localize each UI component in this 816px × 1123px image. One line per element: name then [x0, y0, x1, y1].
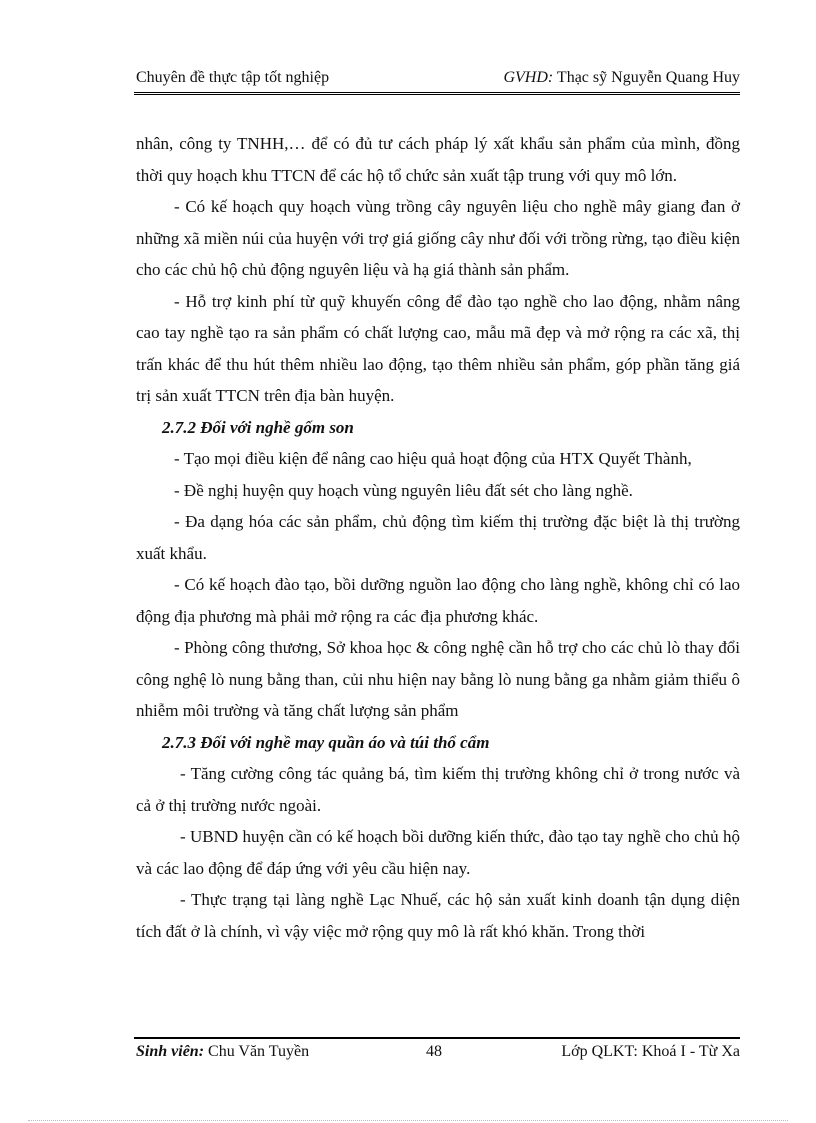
- paragraph-4: - Tạo mọi điều kiện để nâng cao hiệu quả hoạt động của HTX Quyết Thành,: [174, 449, 692, 468]
- page-header: [136, 69, 740, 87]
- page-footer: [136, 1043, 740, 1061]
- paragraph-1: nhân, công ty TNHH,… để có đủ tư cách pháp lý xất khẩu sản phẩm của mình, đồng thời quy hoạch khu TTCN để các hộ tổ chức sản xuất tập trung với quy mô lớn.: [136, 134, 740, 185]
- paragraph-2: - Có kế hoạch quy hoạch vùng trồng cây nguyên liệu cho nghề mây giang đan ở những xã miền núi của huyện với trợ giá giống cây như đối với trồng rừng, tạo điều kiện cho các chủ hộ chủ động nguyên liệu và hạ giá thành sản phẩm.: [136, 197, 740, 279]
- footer-rule: [134, 1037, 740, 1039]
- footer-student-name: Chu Văn Tuyền: [204, 1043, 310, 1060]
- paragraph-5: - Đề nghị huyện quy hoạch vùng nguyên liêu đất sét cho làng nghề.: [174, 480, 633, 500]
- footer-class: Lớp QLKT: Khoá I - Từ Xa: [561, 1043, 740, 1060]
- paragraph-3: - Hỗ trợ kinh phí từ quỹ khuyến công để đào tạo nghề cho lao động, nhằm nâng cao tay nghề tạo ra sản phẩm có chất lượng cao, mẫu mã đẹp và mở rộng ra các xã, thị trấn khác để thu hút thêm nhiều lao động, tạo thêm nhiều sản phẩm, góp phần tăng giá trị sản xuất TTCN trên địa bàn huyện.: [136, 291, 740, 405]
- header-rule: [134, 92, 740, 95]
- header-supervisor: [503, 69, 740, 87]
- footer-student: [136, 1043, 426, 1061]
- header-title: Chuyên đề thực tập tốt nghiệp: [136, 69, 330, 86]
- footer-student-label: Sinh viên:: [136, 1043, 205, 1060]
- paragraph-6: - Đa dạng hóa các sản phẩm, chủ động tìm kiếm thị trường đặc biệt là thị trường xuất khẩu.: [136, 512, 740, 563]
- paragraph-11: - Thực trạng tại làng nghề Lạc Nhuế, các hộ sản xuất kinh doanh tận dụng diện tích đất ở là chính, vì vậy việc mở rộng quy mô là rất khó khăn. Trong thời: [136, 890, 740, 941]
- header-supervisor-label: GVHD:: [503, 69, 554, 86]
- section-heading-2-7-3: 2.7.3 Đối với nghề may quần áo và túi thổ cẩm: [162, 732, 490, 752]
- paragraph-7: - Có kế hoạch đào tạo, bồi dưỡng nguồn lao động cho làng nghề, không chỉ có lao động địa phương mà phải mở rộng ra các địa phương khác.: [136, 575, 740, 626]
- paragraph-8: - Phòng công thương, Sở khoa học & công nghệ cần hỗ trợ cho các chủ lò thay đổi công nghệ lò nung bằng than, củi nhu hiện nay bằng lò nung bằng ga nhằm giảm thiểu ô nhiễm môi trường và tăng chất lượng sản phẩm: [136, 638, 740, 720]
- paragraph-10: - UBND huyện cần có kế hoạch bồi dưỡng kiến thức, đào tạo tay nghề cho chủ hộ và các lao động để đáp ứng với yêu cầu hiện nay.: [136, 827, 740, 878]
- header-supervisor-name: Thạc sỹ Nguyễn Quang Huy: [553, 69, 740, 86]
- paragraph-9: - Tăng cường công tác quảng bá, tìm kiếm thị trường không chỉ ở trong nước và cả ở thị trường nước ngoài.: [136, 764, 740, 815]
- section-heading-2-7-2: 2.7.2 Đối với nghề gốm son: [162, 417, 354, 437]
- page-bottom-border: [28, 1120, 788, 1121]
- page-body: [136, 128, 740, 947]
- page-number: 48: [426, 1043, 442, 1060]
